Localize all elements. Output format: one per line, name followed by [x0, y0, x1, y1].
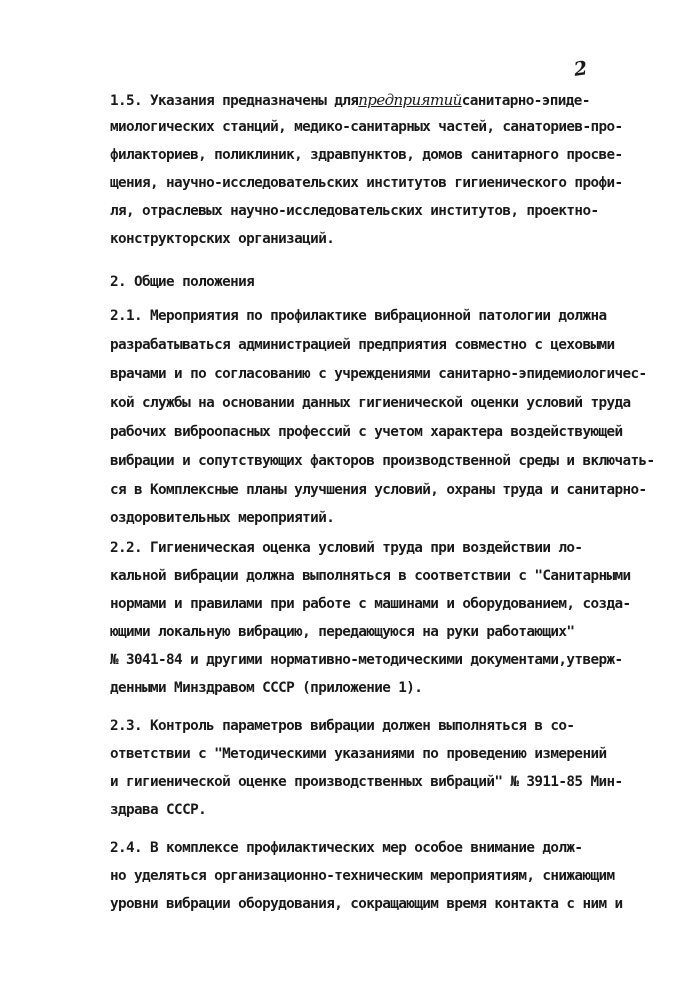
section-2-4-line-2: но уделяться организационно-техническим мероприятиям, снижающим: [110, 868, 615, 884]
section-2-heading: 2. Общие положения: [110, 274, 255, 290]
section-2-1-line-1: 2.1. Мероприятия по профилактике вибрационной патологии должна: [110, 308, 607, 324]
section-2-3-line-4: здрава СССР.: [110, 802, 207, 818]
section-2-3-line-1: 2.3. Контроль параметров вибрации должен выполняться в со-: [110, 718, 575, 734]
section-2-1-line-2: разрабатываться администрацией предприятия совместно с цеховыми: [110, 337, 615, 353]
section-2-3-line-3: и гигиенической оценке производственных вибраций" № 3911-85 Мин-: [110, 774, 623, 790]
section-2-1-line-5: рабочих виброопасных профессий с учетом характера воздействующей: [110, 424, 623, 440]
handwritten-insertion: предприятий: [358, 91, 462, 109]
section-2-1-line-3: врачами и по согласованию с учреждениями санитарно-эпидемиологичес-: [110, 366, 647, 382]
section-2-1-line-7: ся в Комплексные планы улучшения условий, охраны труда и санитарно-: [110, 482, 647, 498]
section-2-2-line-1: 2.2. Гигиеническая оценка условий труда при воздействии ло-: [110, 540, 583, 556]
section-1-5-line-1: 1.5. Указания предназначены дляпредприятийсанитарно-эпиде-: [110, 91, 590, 109]
page-number: 2: [572, 57, 589, 81]
section-2-4-line-1: 2.4. В комплексе профилактических мер особое внимание долж-: [110, 840, 583, 856]
section-2-2-line-2: кальной вибрации должна выполняться в соответствии с "Санитарными: [110, 568, 631, 584]
section-1-5-line-6: конструкторских организаций.: [110, 231, 335, 247]
section-1-5-line-2: миологических станций, медико-санитарных частей, санаториев-про-: [110, 119, 623, 135]
section-2-3-line-2: ответствии с "Методическими указаниями по проведению измерений: [110, 746, 607, 762]
section-2-2-line-5: № 3041-84 и другими нормативно-методическими документами,утверж-: [110, 652, 623, 668]
section-1-5-line-5: ля, отраслевых научно-исследовательских институтов, проектно-: [110, 203, 599, 219]
section-1-5-line-3: филакториев, поликлиник, здравпунктов, домов санитарного просве-: [110, 147, 623, 163]
section-2-2-line-3: нормами и правилами при работе с машинами и оборудованием, созда-: [110, 596, 631, 612]
section-2-1-line-6: вибрации и сопутствующих факторов производственной среды и включать-: [110, 453, 655, 469]
section-2-1-line-4: кой службы на основании данных гигиенической оценки условий труда: [110, 395, 631, 411]
section-1-5-line-4: щения, научно-исследовательских институтов гигиенического профи-: [110, 175, 623, 191]
section-2-1-line-8: оздоровительных мероприятий.: [110, 510, 335, 526]
section-2-4-line-3: уровни вибрации оборудования, сокращающим время контакта с ним и: [110, 896, 623, 912]
section-2-2-line-4: ющими локальную вибрацию, передающуюся на руки работающих": [110, 624, 575, 640]
section-2-2-line-6: денными Минздравом СССР (приложение 1).: [110, 680, 423, 696]
